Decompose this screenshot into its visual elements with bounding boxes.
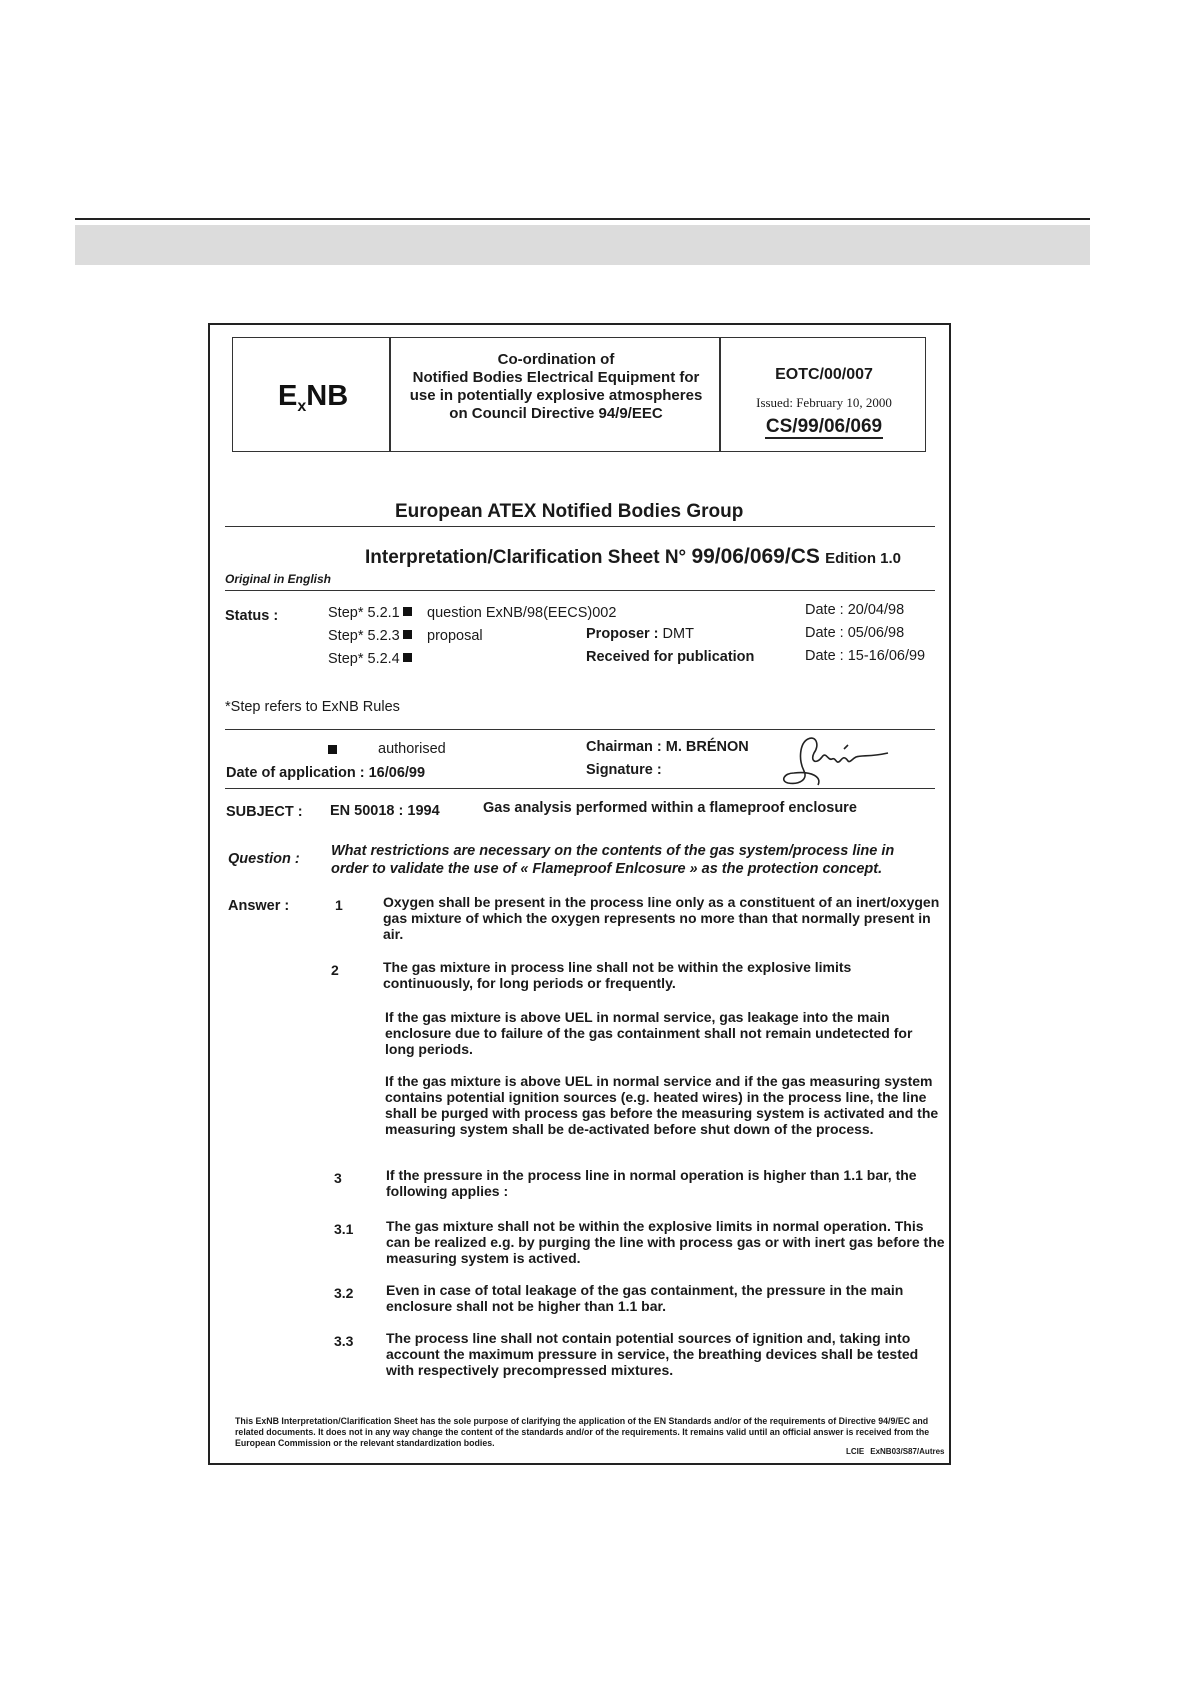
- answer-number: 3: [334, 1170, 342, 1186]
- proposer: Proposer : DMT: [586, 626, 694, 642]
- answer-item-2-para-1: If the gas mixture is above UEL in normal service, gas leakage into the main enclosure due to failure of the gas containment shall not remain undetected for long periods.: [385, 1009, 913, 1057]
- document-sheet: [208, 323, 951, 1465]
- date-1: Date : 20/04/98: [805, 602, 905, 618]
- coordination-box: [390, 337, 720, 452]
- answer-item-3: If the pressure in the process line in normal operation is higher than 1.1 bar, the following applies :: [386, 1167, 917, 1199]
- divider: [225, 729, 935, 730]
- lcie-icon: LCIE: [846, 1447, 865, 1456]
- divider: [225, 590, 935, 591]
- logo-box: [232, 337, 390, 452]
- answer-item-1: Oxygen shall be present in the process line only as a constituent of an inert/oxygen gas mixture of which the oxygen represents no more than that normally present in air.: [383, 894, 940, 942]
- document-reference: LCIE ExNB03/S87/Autres: [846, 1447, 945, 1456]
- question-line-1: What restrictions are necessary on the contents of the gas system/process line in: [331, 843, 895, 859]
- signature-image: [778, 731, 898, 793]
- answer-label: Answer :: [228, 898, 290, 914]
- status-label: Status :: [225, 608, 279, 624]
- cs-reference: CS/99/06/069: [765, 416, 883, 437]
- group-title: European ATEX Notified Bodies Group: [395, 501, 744, 522]
- step-2: Step* 5.2.3: [328, 628, 412, 644]
- date-3: Date : 15-16/06/99: [805, 648, 926, 664]
- authorised-marker: [328, 743, 337, 759]
- answer-number: 3.3: [334, 1333, 354, 1349]
- sheet-title: Interpretation/Clarification Sheet N° 99/06/069/CS Edition 1.0: [365, 545, 901, 568]
- divider: [225, 788, 935, 789]
- exnb-logo: $E_xNB$: [278, 380, 349, 415]
- subject-label: SUBJECT :: [226, 804, 303, 820]
- header-band: [75, 225, 1090, 265]
- date-2: Date : 05/06/98: [805, 625, 905, 641]
- question-line-2: order to validate the use of « Flameproof Enlcosure » as the protection concept.: [331, 861, 883, 877]
- eotc-number: EOTC/00/007: [775, 366, 873, 383]
- authorised-label: authorised: [378, 741, 446, 757]
- original-language: Original in English: [225, 572, 332, 586]
- question-label: Question :: [228, 851, 300, 867]
- step-note: *Step refers to ExNB Rules: [225, 699, 400, 715]
- received-label: Received for publication: [586, 649, 755, 665]
- step-2-desc: proposal: [427, 628, 483, 644]
- reference-box: [720, 337, 926, 452]
- answer-item-2: The gas mixture in process line shall not be within the explosive limits continuously, for long periods or frequently.: [383, 959, 852, 991]
- coordination-text: Co-ordination of Notified Bodies Electrical Equipment for use in potentially explosive atmospheres on Council Directive 94/9/EEC: [409, 351, 703, 422]
- subject-standard: EN 50018 : 1994: [330, 803, 440, 819]
- answer-number: 2: [331, 962, 339, 978]
- disclaimer: This ExNB Interpretation/Clarification Sheet has the sole purpose of clarifying the application of the EN Standards and/or of the requirements of Directive 94/9/EC and related documents. It does not in any way change the content of the standards and/or of the requirements. It remains valid until an official answer is received from the European Commission or the relevant standardization bodies.: [235, 1416, 930, 1448]
- step-1-desc: question ExNB/98(EECS)002: [427, 605, 617, 621]
- subject-text: Gas analysis performed within a flameproof enclosure: [483, 800, 857, 816]
- answer-item-3-2: Even in case of total leakage of the gas containment, the pressure in the main enclosure shall not be higher than 1.1 bar.: [386, 1282, 904, 1314]
- application-date: Date of application : 16/06/99: [226, 765, 426, 781]
- signature-label: Signature :: [586, 762, 662, 778]
- answer-item-3-3: The process line shall not contain potential sources of ignition and, taking into account the maximum pressure in service, the breathing devices shall be tested with respectively precompressed mixtures.: [386, 1330, 919, 1378]
- answer-number: 3.2: [334, 1285, 354, 1301]
- chairman: Chairman : M. BRÉNON: [586, 739, 749, 755]
- divider: [225, 526, 935, 527]
- answer-number: 3.1: [334, 1221, 354, 1237]
- answer-number: 1: [335, 897, 343, 913]
- top-rule: [75, 218, 1090, 220]
- issued-date: Issued: February 10, 2000: [756, 395, 892, 410]
- step-1: Step* 5.2.1: [328, 605, 412, 621]
- step-3: Step* 5.2.4: [328, 651, 412, 667]
- answer-item-2-para-2: If the gas mixture is above UEL in normal service and if the gas measuring system contains potential ignition sources (e.g. heated wires) in the process line, the line shall be purged with process gas before the measuring system is activated and the measuring system shall be de-activated before shut down of the process.: [385, 1073, 939, 1137]
- answer-item-3-1: The gas mixture shall not be within the explosive limits in normal operation. This can be realized e.g. by purging the line with process gas or with inert gas before the measuring system is actived.: [386, 1218, 945, 1266]
